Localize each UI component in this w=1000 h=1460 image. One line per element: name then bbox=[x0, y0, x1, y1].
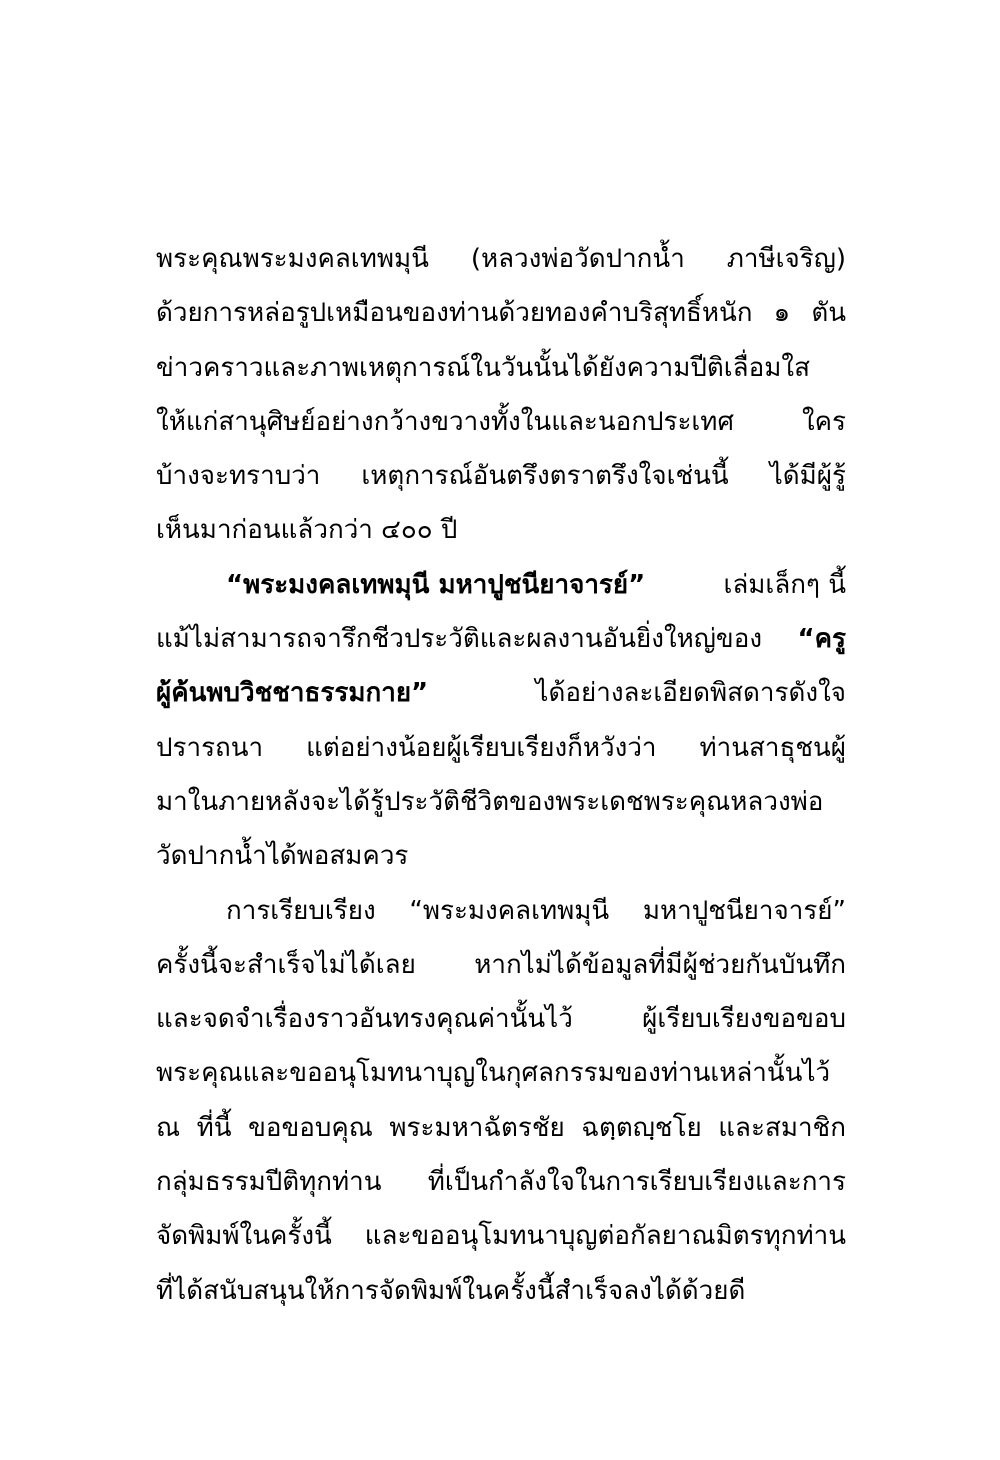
text-segment: เหตุการณ์อันตรึงตราตรึงใจเช่นนี้ bbox=[361, 461, 729, 492]
paragraph-1-line-4 bbox=[156, 395, 846, 449]
paragraph-3-line-5 bbox=[156, 1101, 846, 1155]
text-segment: (หลวงพ่อวัดปากน้ำ bbox=[470, 244, 685, 274]
text-segment: ใคร bbox=[801, 406, 846, 437]
text-segment: ผู้เรียบเรียงขอขอบ bbox=[642, 1004, 846, 1035]
text-segment: พระมหาฉัตรชัย bbox=[389, 1112, 565, 1143]
text-segment: พระคุณพระมงคลเทพมุนี bbox=[156, 244, 429, 274]
text-segment: พระคุณและขออนุโมทนาบุญในกุศลกรรมของท่านเหล่านั้นไว้ bbox=[156, 1058, 831, 1089]
text-segment: ขอขอบคุณ bbox=[248, 1112, 373, 1143]
text-segment: ครั้งนี้จะสำเร็จไม่ได้เลย bbox=[156, 949, 416, 980]
text-segment: มหาปูชนียาจารย์” bbox=[642, 895, 846, 926]
body-text bbox=[156, 232, 846, 1318]
paragraph-2-line-3 bbox=[156, 666, 846, 720]
text-segment: จัดพิมพ์ในครั้งนี้ bbox=[156, 1221, 332, 1252]
paragraph-1-line-2 bbox=[156, 286, 846, 340]
paragraph-1-line-6: เห็นมาก่อนแล้วกว่า ๔๐๐ ปี bbox=[156, 515, 458, 546]
paragraph-1-line-3 bbox=[156, 341, 846, 395]
text-segment: มาในภายหลังจะได้รู้ประวัติชีวิตของพระเดชพระคุณหลวงพ่อ bbox=[156, 786, 824, 817]
text-segment: “พระมงคลเทพมุนี bbox=[409, 895, 610, 926]
text-segment: กลุ่มธรรมปีติทุกท่าน bbox=[156, 1167, 382, 1198]
text-segment: แม้ไม่สามารถจารึกชีวประวัติและผลงานอันยิ่งใหญ่ของ bbox=[156, 624, 763, 655]
book-title-bold: “พระมงคลเทพมุนี มหาปูชนียาจารย์” bbox=[226, 569, 646, 600]
text-segment: ที่นี้ bbox=[196, 1112, 232, 1143]
text-segment: หากไม่ได้ข้อมูลที่มีผู้ช่วยกันบันทึก bbox=[474, 949, 846, 980]
text-segment: ด้วยการหล่อรูปเหมือนของท่านด้วยทองคำบริสุทธิ์หนัก bbox=[156, 298, 753, 329]
text-segment: ท่านสาธุชนผู้ bbox=[699, 732, 846, 763]
text-segment: ข่าวคราวและภาพเหตุการณ์ในวันนั้นได้ยังความปีติเลื่อมใส bbox=[156, 352, 810, 383]
paragraph-3-line-2 bbox=[156, 938, 846, 992]
text-segment: ฉตฺตญฺชโย bbox=[581, 1112, 702, 1143]
paragraph-3-line-8: ที่ได้สนับสนุนให้การจัดพิมพ์ในครั้งนี้สำเร็จลงได้ด้วยดี bbox=[156, 1275, 746, 1306]
text-segment: และสมาชิก bbox=[718, 1112, 846, 1143]
paragraph-2-line-5 bbox=[156, 775, 846, 829]
quote-bold: ผู้ค้นพบวิชชาธรรมกาย” bbox=[156, 678, 429, 709]
text-segment: เล่มเล็กๆ นี้ bbox=[723, 569, 846, 600]
text-segment: บ้างจะทราบว่า bbox=[156, 461, 321, 492]
text-segment: ณ bbox=[156, 1112, 181, 1143]
quote-bold: “ครู bbox=[797, 624, 846, 655]
text-segment: ได้อย่างละเอียดพิสดารดังใจ bbox=[535, 678, 846, 709]
paragraph-1-line-5 bbox=[156, 449, 846, 503]
text-segment: ได้มีผู้รู้ bbox=[769, 461, 846, 492]
text-segment: ตัน bbox=[811, 298, 846, 329]
paragraph-2-line-2 bbox=[156, 612, 846, 666]
text-segment: ๑ bbox=[773, 298, 791, 329]
text-segment: ปรารถนา bbox=[156, 732, 264, 763]
text-segment: ให้แก่สานุศิษย์อย่างกว้างขวางทั้งในและนอกประเทศ bbox=[156, 406, 734, 437]
text-segment: ภาษีเจริญ) bbox=[726, 244, 846, 274]
text-segment: การเรียบเรียง bbox=[226, 895, 376, 926]
paragraph-3-line-6 bbox=[156, 1155, 846, 1209]
paragraph-1-line-1 bbox=[156, 232, 846, 286]
text-segment: และขออนุโมทนาบุญต่อกัลยาณมิตรทุกท่าน bbox=[364, 1221, 846, 1252]
paragraph-2-line-4 bbox=[156, 721, 846, 775]
paragraph-3-line-7 bbox=[156, 1209, 846, 1263]
paragraph-2-line-1 bbox=[156, 558, 846, 612]
paragraph-2-line-6: วัดปากน้ำได้พอสมควร bbox=[156, 841, 409, 872]
text-segment: และจดจำเรื่องราวอันทรงคุณค่านั้นไว้ bbox=[156, 1004, 573, 1035]
paragraph-3-line-1 bbox=[156, 884, 846, 938]
text-segment: ที่เป็นกำลังใจในการเรียบเรียงและการ bbox=[427, 1167, 846, 1198]
text-segment: แต่อย่างน้อยผู้เรียบเรียงก็หวังว่า bbox=[306, 732, 657, 763]
paragraph-3-line-4 bbox=[156, 1046, 846, 1100]
paragraph-3-line-3 bbox=[156, 992, 846, 1046]
